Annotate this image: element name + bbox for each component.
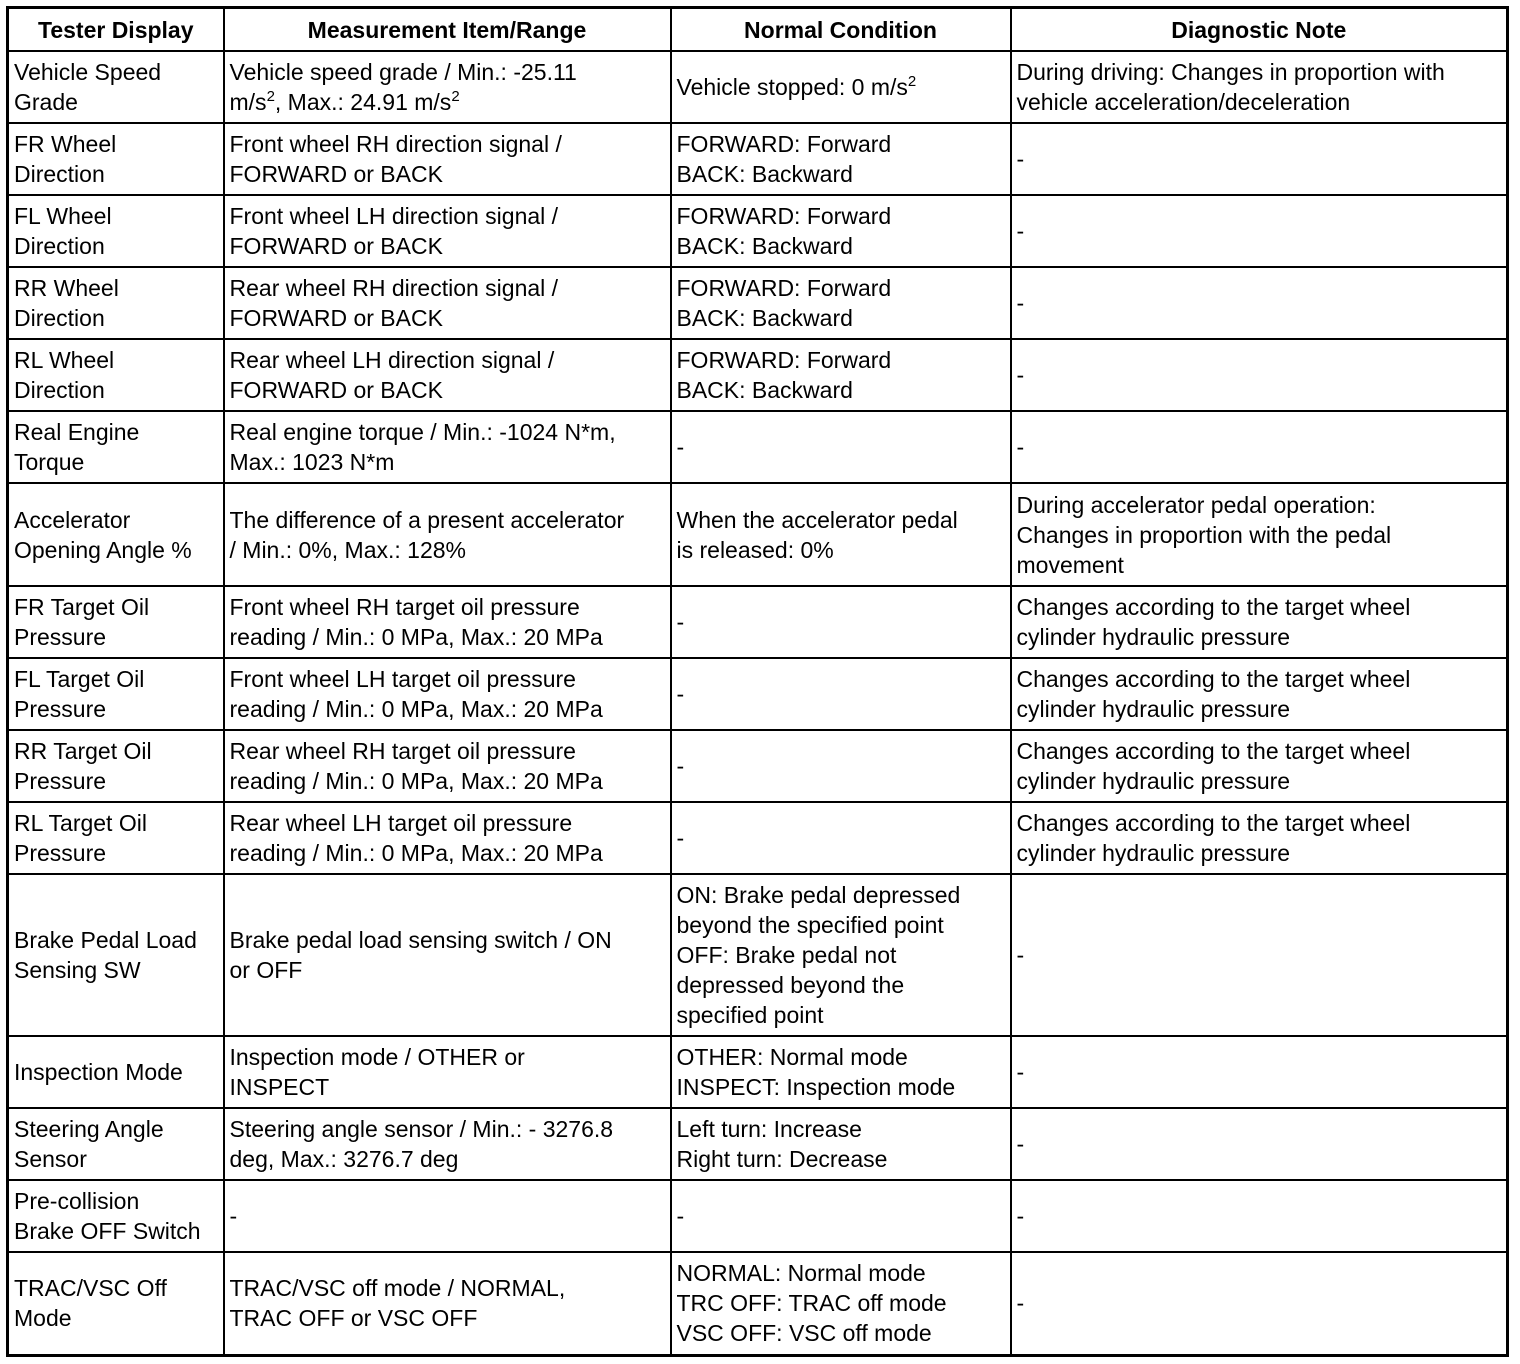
cell-line: -: [676, 753, 685, 779]
diagnostic-data-table: [6, 6, 1509, 1357]
normal-condition-cell: [671, 1252, 1011, 1355]
cell-line: Direction: [14, 233, 105, 259]
table-row: [8, 267, 1508, 339]
cell-line: Direction: [14, 161, 105, 187]
cell-line: OTHER: Normal mode: [676, 1044, 908, 1070]
cell-line: -: [1016, 1131, 1025, 1157]
measurement-cell: [224, 1180, 671, 1252]
measurement-cell: [224, 123, 671, 195]
cell-line: During driving: Changes in proportion with: [1016, 59, 1445, 85]
tester-display-cell: [8, 1108, 224, 1180]
cell-line: Vehicle Speed: [14, 59, 162, 85]
cell-line: specified point: [676, 1002, 824, 1028]
cell-line: -: [1016, 146, 1025, 172]
tester-display-cell: [8, 1252, 224, 1355]
table-row: [8, 1180, 1508, 1252]
normal-condition-cell: [671, 1036, 1011, 1108]
cell-line: FORWARD or BACK: [229, 305, 443, 331]
diagnostic-note-cell: [1011, 123, 1508, 195]
diagnostic-note-cell: [1011, 411, 1508, 483]
measurement-cell: [224, 802, 671, 874]
diagnostic-note-cell: [1011, 730, 1508, 802]
cell-line: Steering Angle: [14, 1116, 164, 1142]
cell-line: BACK: Backward: [676, 161, 853, 187]
normal-condition-cell: [671, 123, 1011, 195]
cell-line: FORWARD or BACK: [229, 161, 443, 187]
table-row: [8, 730, 1508, 802]
cell-line: Changes according to the target wheel: [1016, 738, 1411, 764]
table-row: [8, 586, 1508, 658]
measurement-cell: [224, 195, 671, 267]
cell-line: cylinder hydraulic pressure: [1016, 624, 1291, 650]
measurement-cell: [224, 730, 671, 802]
table-row: [8, 802, 1508, 874]
tester-display-cell: [8, 267, 224, 339]
cell-line: Sensing SW: [14, 957, 141, 983]
cell-line: RL Wheel: [14, 347, 115, 373]
normal-condition-cell: [671, 658, 1011, 730]
table-row: [8, 1036, 1508, 1108]
tester-display-cell: [8, 586, 224, 658]
cell-line: Pressure: [14, 624, 107, 650]
cell-line: TRAC/VSC Off: [14, 1275, 167, 1302]
diagnostic-note-cell: [1011, 267, 1508, 339]
measurement-cell: [224, 658, 671, 730]
cell-line: INSPECT: [229, 1074, 330, 1100]
table-row: [8, 195, 1508, 267]
diagnostic-note-cell: [1011, 51, 1508, 123]
cell-line: reading / Min.: 0 MPa, Max.: 20 MPa: [229, 624, 603, 650]
diagnostic-note-cell: [1011, 586, 1508, 658]
diagnostic-note-cell: [1011, 658, 1508, 730]
cell-line: cylinder hydraulic pressure: [1016, 768, 1291, 794]
cell-line: -: [676, 825, 685, 851]
cell-line: -: [1016, 434, 1025, 460]
cell-line: RL Target Oil: [14, 810, 147, 836]
cell-line: -: [676, 434, 685, 460]
cell-line: RR Target Oil: [14, 738, 152, 764]
normal-condition-cell: [671, 195, 1011, 267]
cell-line: Brake Pedal Load: [14, 927, 197, 953]
normal-condition-cell: [671, 1180, 1011, 1252]
header-measurement-item: Measurement Item/Range: [224, 8, 671, 52]
measurement-cell: [224, 586, 671, 658]
tester-display-cell: [8, 411, 224, 483]
diagnostic-note-cell: [1011, 483, 1508, 586]
header-tester-display: Tester Display: [8, 8, 224, 52]
cell-line: Front wheel RH direction signal /: [229, 131, 562, 157]
cell-line: TRC OFF: TRAC off mode: [676, 1290, 947, 1317]
cell-line: -: [1016, 1059, 1025, 1085]
cell-line: RR Wheel: [14, 275, 119, 301]
tester-display-cell: [8, 1036, 224, 1108]
table-row: [8, 123, 1508, 195]
cell-line: movement: [1016, 551, 1124, 578]
cell-line: Pressure: [14, 696, 107, 722]
tester-display-cell: [8, 339, 224, 411]
tester-display-cell: [8, 802, 224, 874]
measurement-cell: [224, 483, 671, 586]
diagnostic-note-cell: [1011, 874, 1508, 1036]
cell-line: FL Wheel: [14, 203, 112, 229]
header-normal-condition: Normal Condition: [671, 8, 1011, 52]
measurement-cell: [224, 1108, 671, 1180]
cell-line: Max.: 1023 N*m: [229, 449, 395, 475]
diagnostic-note-cell: [1011, 339, 1508, 411]
cell-line: BACK: Backward: [676, 305, 853, 331]
normal-condition-cell: [671, 483, 1011, 586]
unit-text: , Max.: 24.91 m/s: [274, 89, 452, 115]
cell-line: Mode: [14, 1305, 72, 1332]
cell-line: -: [1016, 1203, 1025, 1229]
normal-condition-cell: [671, 411, 1011, 483]
measurement-cell: [224, 411, 671, 483]
diagnostic-note-cell: [1011, 802, 1508, 874]
cell-line: deg, Max.: 3276.7 deg: [229, 1146, 459, 1172]
cell-line: Sensor: [14, 1146, 87, 1172]
cell-line: Changes in proportion with the pedal: [1016, 521, 1392, 548]
superscript: 2: [266, 88, 275, 105]
cell-line: -: [1016, 942, 1025, 968]
cell-line: Rear wheel RH target oil pressure: [229, 738, 576, 764]
cell-line: Pressure: [14, 768, 107, 794]
cell-line: vehicle acceleration/deceleration: [1016, 89, 1351, 115]
header-diagnostic-note: Diagnostic Note: [1011, 8, 1508, 52]
cell-line: VSC OFF: VSC off mode: [676, 1320, 932, 1347]
measurement-cell: [224, 267, 671, 339]
cell-line: -: [229, 1203, 238, 1229]
cell-line: FORWARD: Forward: [676, 347, 892, 373]
normal-condition-cell: [671, 1108, 1011, 1180]
cell-line: During accelerator pedal operation:: [1016, 491, 1376, 518]
superscript: 2: [907, 73, 917, 90]
cell-line: cylinder hydraulic pressure: [1016, 696, 1291, 722]
cell-line: Left turn: Increase: [676, 1116, 862, 1142]
cell-line: NORMAL: Normal mode: [676, 1260, 926, 1287]
cell-line: reading / Min.: 0 MPa, Max.: 20 MPa: [229, 768, 603, 794]
cell-line: Accelerator: [14, 506, 131, 533]
cell-line: Pressure: [14, 840, 107, 866]
cell-line: Opening Angle %: [14, 536, 192, 563]
cell-line: -: [1016, 218, 1025, 244]
cell-line: FORWARD or BACK: [229, 233, 443, 259]
diagnostic-note-cell: [1011, 195, 1508, 267]
cell-line: The difference of a present accelerator: [229, 506, 625, 533]
tester-display-cell: [8, 730, 224, 802]
cell-line: When the accelerator pedal: [676, 506, 958, 533]
diagnostic-note-cell: [1011, 1108, 1508, 1180]
superscript: 2: [451, 88, 460, 105]
cell-line: is released: 0%: [676, 536, 834, 563]
cell-line: -: [1016, 1290, 1025, 1317]
normal-condition-cell: [671, 51, 1011, 123]
cell-line: Real Engine: [14, 419, 140, 445]
cell-line: BACK: Backward: [676, 377, 853, 403]
tester-display-cell: [8, 123, 224, 195]
cell-line: beyond the specified point: [676, 912, 944, 938]
cell-line: reading / Min.: 0 MPa, Max.: 20 MPa: [229, 840, 603, 866]
cell-line: / Min.: 0%, Max.: 128%: [229, 536, 466, 563]
cell-line: BACK: Backward: [676, 233, 853, 259]
table-row: [8, 1108, 1508, 1180]
cell-line: FL Target Oil: [14, 666, 145, 692]
tester-display-cell: [8, 1180, 224, 1252]
cell-line: Front wheel RH target oil pressure: [229, 594, 580, 620]
normal-condition-cell: [671, 267, 1011, 339]
cell-line: Brake pedal load sensing switch / ON: [229, 927, 612, 953]
cell-line: FORWARD: Forward: [676, 275, 892, 301]
cell-line: -: [676, 1203, 685, 1229]
cell-line: [677, 72, 1005, 102]
cell-line: TRAC/VSC off mode / NORMAL,: [229, 1275, 566, 1302]
cell-line: Changes according to the target wheel: [1016, 810, 1411, 836]
cell-line: Rear wheel RH direction signal /: [229, 275, 559, 301]
measurement-cell: [224, 339, 671, 411]
cell-line: FR Target Oil: [14, 594, 150, 620]
normal-condition-cell: [671, 730, 1011, 802]
cell-line: cylinder hydraulic pressure: [1016, 840, 1291, 866]
cell-line: FORWARD: Forward: [676, 203, 892, 229]
cell-line: TRAC OFF or VSC OFF: [229, 1305, 478, 1332]
cell-line: Steering angle sensor / Min.: - 3276.8: [229, 1116, 614, 1142]
normal-condition-cell: [671, 874, 1011, 1036]
tester-display-cell: [8, 195, 224, 267]
tester-display-cell: [8, 658, 224, 730]
tester-display-cell: [8, 483, 224, 586]
measurement-cell: [224, 1252, 671, 1355]
cell-line: Front wheel LH direction signal /: [229, 203, 559, 229]
cell-line: Torque: [14, 449, 85, 475]
cell-line: Direction: [14, 377, 105, 403]
unit-text: Vehicle stopped: 0 m/s: [676, 74, 908, 100]
cell-line: -: [676, 609, 685, 635]
cell-line: FR Wheel: [14, 131, 117, 157]
cell-line: ON: Brake pedal depressed: [676, 882, 961, 908]
cell-line: Pre-collision: [14, 1188, 140, 1214]
cell-line: Brake OFF Switch: [14, 1218, 201, 1244]
unit-text: m/s: [229, 89, 267, 115]
diagnostic-note-cell: [1011, 1252, 1508, 1355]
cell-line: INSPECT: Inspection mode: [676, 1074, 956, 1100]
header-row: [8, 8, 1508, 52]
cell-line: or OFF: [229, 957, 303, 983]
cell-line: Changes according to the target wheel: [1016, 666, 1411, 692]
cell-line: reading / Min.: 0 MPa, Max.: 20 MPa: [229, 696, 603, 722]
cell-line: FORWARD or BACK: [229, 377, 443, 403]
cell-line: Inspection Mode: [14, 1059, 183, 1085]
tester-display-cell: [8, 874, 224, 1036]
cell-line: OFF: Brake pedal not: [676, 942, 897, 968]
cell-line: Grade: [14, 89, 78, 115]
table-row: [8, 483, 1508, 586]
diagnostic-note-cell: [1011, 1180, 1508, 1252]
normal-condition-cell: [671, 339, 1011, 411]
cell-line: Right turn: Decrease: [676, 1146, 888, 1172]
table-row: [8, 51, 1508, 123]
table-row: [8, 339, 1508, 411]
diagnostic-note-cell: [1011, 1036, 1508, 1108]
cell-line: Direction: [14, 305, 105, 331]
cell-line: -: [1016, 290, 1025, 316]
cell-line: FORWARD: Forward: [676, 131, 892, 157]
table-row: [8, 658, 1508, 730]
cell-line: depressed beyond the: [676, 972, 905, 998]
cell-line: Rear wheel LH direction signal /: [229, 347, 555, 373]
normal-condition-cell: [671, 586, 1011, 658]
normal-condition-cell: [671, 802, 1011, 874]
tester-display-cell: [8, 51, 224, 123]
cell-line: [230, 87, 665, 117]
cell-line: Inspection mode / OTHER or: [229, 1044, 525, 1070]
cell-line: Front wheel LH target oil pressure: [229, 666, 576, 692]
cell-line: Vehicle speed grade / Min.: -25.11: [229, 59, 577, 85]
cell-line: Rear wheel LH target oil pressure: [229, 810, 573, 836]
cell-line: Changes according to the target wheel: [1016, 594, 1411, 620]
cell-line: -: [676, 681, 685, 707]
table-row: [8, 1252, 1508, 1355]
measurement-cell: [224, 874, 671, 1036]
table-row: [8, 874, 1508, 1036]
cell-line: -: [1016, 362, 1025, 388]
table-row: [8, 411, 1508, 483]
cell-line: Real engine torque / Min.: -1024 N*m,: [229, 419, 616, 445]
measurement-cell: [224, 51, 671, 123]
measurement-cell: [224, 1036, 671, 1108]
